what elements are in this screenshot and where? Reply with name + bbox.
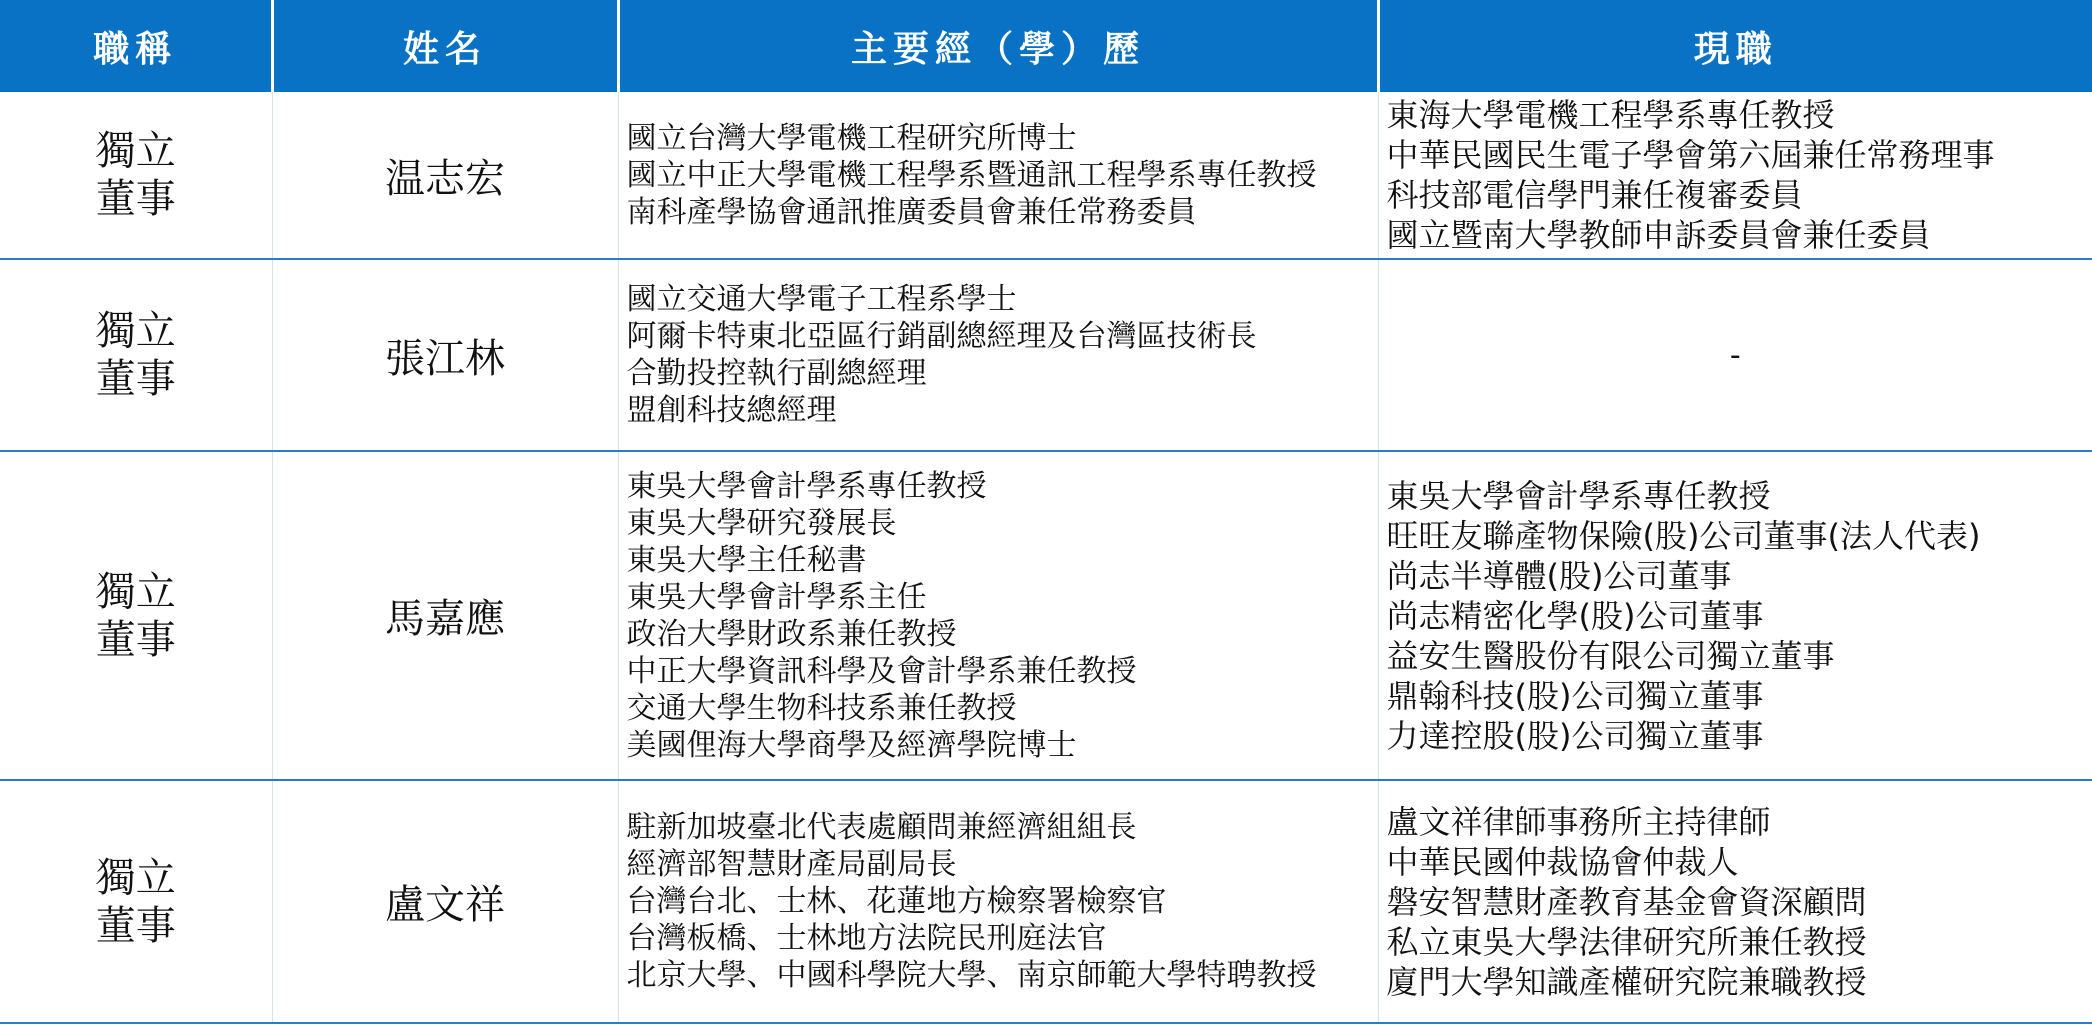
experience-item: 美國俚海大學商學及經濟學院博士 <box>626 727 1077 763</box>
title-cell <box>0 451 272 780</box>
experience-item: 經濟部智慧財產局副局長 <box>626 847 957 882</box>
name-cell: 馬嘉應 <box>272 451 618 780</box>
experience-item: 合勤投控執行副總經理 <box>626 356 927 391</box>
current-cell <box>1378 451 2092 780</box>
title-line: 董事 <box>95 902 176 949</box>
experience-item: 駐新加坡臺北代表處顧問兼經濟組組長 <box>626 810 1137 845</box>
experience-cell <box>618 259 1378 451</box>
experience-item: 台灣板橋、士林地方法院民刑庭法官 <box>626 921 1107 956</box>
experience-cell <box>618 780 1378 1023</box>
title-line: 獨立 <box>95 128 176 174</box>
title-line: 董事 <box>95 356 176 402</box>
table-row <box>0 780 2092 1023</box>
title-cell <box>0 780 272 1023</box>
experience-item: 台灣台北、士林、花蓮地方檢察署檢察官 <box>626 884 1167 919</box>
experience-item: 交通大學生物科技系兼任教授 <box>626 690 1017 726</box>
current-item: 國立暨南大學教師申訴委員會兼任委員 <box>1386 216 1931 254</box>
current-item: 尚志精密化學(股)公司董事 <box>1386 596 1764 635</box>
experience-item: 國立交通大學電子工程系學士 <box>626 282 1017 317</box>
header-title: 職稱 <box>0 0 272 92</box>
table-row <box>0 92 2092 259</box>
header-name: 姓名 <box>272 0 618 92</box>
current-item: 東海大學電機工程學系專任教授 <box>1386 96 1835 134</box>
experience-item: 政治大學財政系兼任教授 <box>626 616 957 652</box>
current-cell-empty: - <box>1378 259 2092 451</box>
title-line: 獨立 <box>95 854 176 901</box>
current-item: 鼎翰科技(股)公司獨立董事 <box>1386 676 1764 715</box>
title-line: 董事 <box>95 176 176 222</box>
name-cell: 張江林 <box>272 259 618 451</box>
experience-item: 東吳大學會計學系專任教授 <box>626 468 987 504</box>
current-item: 尚志半導體(股)公司董事 <box>1386 556 1732 595</box>
current-item: 磐安智慧財產教育基金會資深顧問 <box>1386 882 1867 921</box>
name-cell: 盧文祥 <box>272 780 618 1023</box>
current-item: 廈門大學知識產權研究院兼職教授 <box>1386 962 1867 1001</box>
experience-cell <box>618 92 1378 259</box>
title-line: 董事 <box>95 616 176 663</box>
header-experience: 主要經（學）歷 <box>618 0 1378 92</box>
table-row <box>0 259 2092 451</box>
current-item: 科技部電信學門兼任複審委員 <box>1386 176 1803 214</box>
current-item: 旺旺友聯產物保險(股)公司董事(法人代表) <box>1386 516 1981 555</box>
current-item: 東吳大學會計學系專任教授 <box>1386 476 1771 515</box>
experience-cell <box>618 451 1378 780</box>
experience-item: 北京大學、中國科學院大學、南京師範大學特聘教授 <box>626 958 1317 993</box>
title-line: 獨立 <box>95 308 176 354</box>
current-cell <box>1378 92 2092 259</box>
experience-item: 國立中正大學電機工程學系暨通訊工程學系專任教授 <box>626 157 1317 193</box>
header-current: 現職 <box>1378 0 2092 92</box>
experience-item: 阿爾卡特東北亞區行銷副總經理及台灣區技術長 <box>626 319 1257 354</box>
name-cell: 温志宏 <box>272 92 618 259</box>
current-item: 中華民國民生電子學會第六屆兼任常務理事 <box>1386 136 1995 174</box>
experience-item: 東吳大學會計學系主任 <box>626 579 927 615</box>
current-item: 中華民國仲裁協會仲裁人 <box>1386 842 1739 881</box>
title-cell <box>0 92 272 259</box>
current-item: 力達控股(股)公司獨立董事 <box>1386 716 1764 755</box>
title-line: 獨立 <box>95 568 176 615</box>
experience-item: 中正大學資訊科學及會計學系兼任教授 <box>626 653 1137 689</box>
experience-item: 南科產學協會通訊推廣委員會兼任常務委員 <box>626 194 1197 230</box>
current-item: 私立東吳大學法律研究所兼任教授 <box>1386 922 1867 961</box>
title-cell <box>0 259 272 451</box>
current-item: 盧文祥律師事務所主持律師 <box>1386 802 1771 841</box>
table-header <box>0 0 2092 92</box>
current-cell <box>1378 780 2092 1023</box>
experience-item: 國立台灣大學電機工程研究所博士 <box>626 120 1077 156</box>
experience-item: 東吳大學研究發展長 <box>626 505 897 541</box>
table-row <box>0 451 2092 780</box>
current-item: 益安生醫股份有限公司獨立董事 <box>1386 636 1835 675</box>
experience-item: 盟創科技總經理 <box>626 393 837 428</box>
experience-item: 東吳大學主任秘書 <box>626 542 867 578</box>
